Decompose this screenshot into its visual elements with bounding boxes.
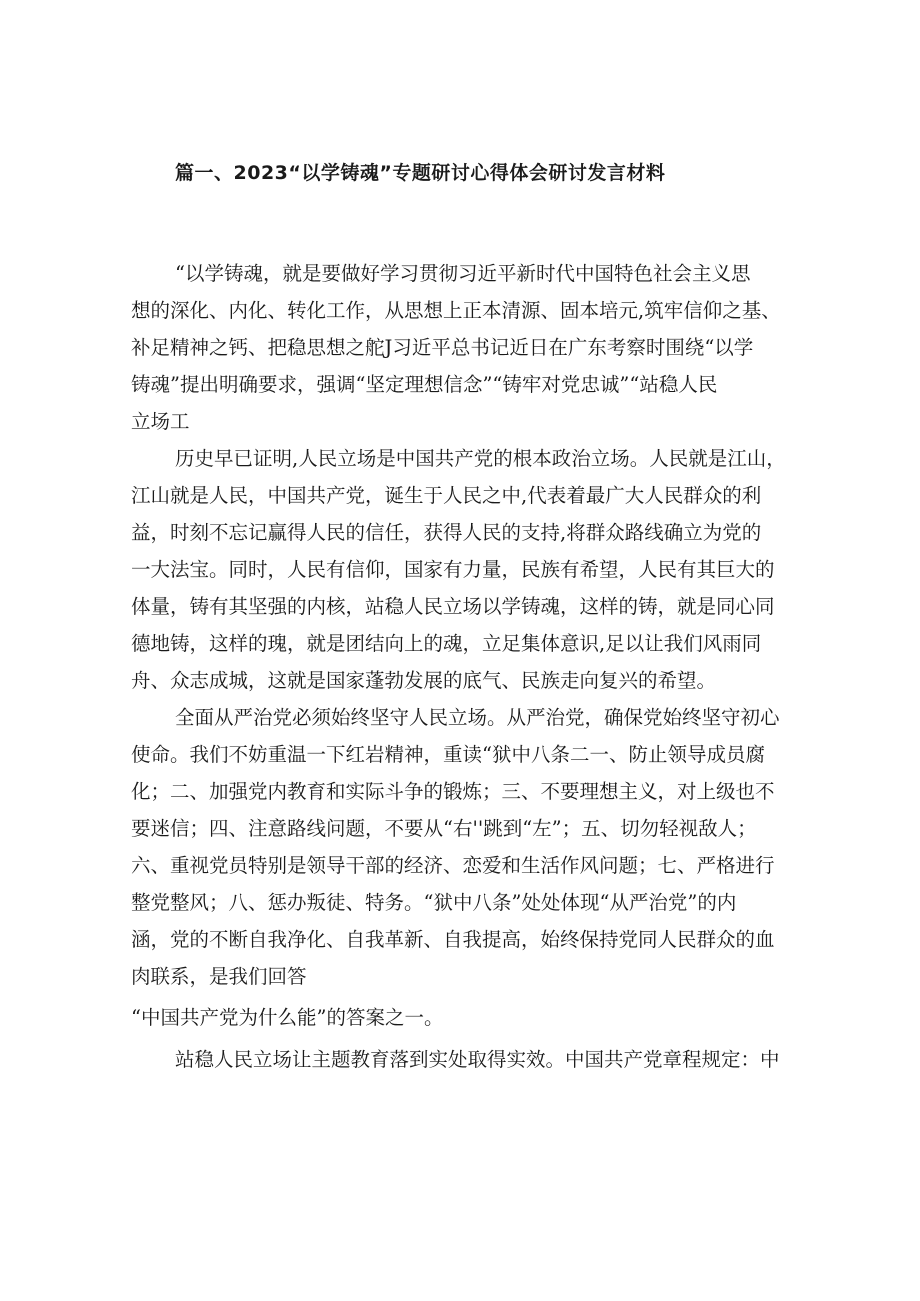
document-title: 篇一、2023“以学铸魂”专题研讨心得体会研讨发言材料: [175, 162, 666, 184]
paragraph-2-line-6: 德地铸，这样的瑰，就是团结向上的魂，立足集体意识,足以让我们风雨同: [131, 632, 762, 655]
paragraph-3-line-6: 整党整风；八、惩办叛徒、特务。“狱中八条”处处体现“从严治党”的内: [131, 891, 737, 914]
paragraph-3-line-8: 肉联系，是我们回答: [131, 965, 307, 988]
paragraph-4-line-1: “中国共产党为什么能”的答案之一。: [131, 1006, 444, 1029]
paragraph-2-line-5: 体量，铸有其坚强的内核，站稳人民立场以学铸魂，这样的铸，就是同心同: [131, 595, 775, 618]
paragraph-2-line-3: 益，时刻不忘记赢得人民的信任，获得人民的支持,将群众路线确立为党的: [131, 521, 762, 544]
paragraph-3-line-5: 六、重视党员特别是领导干部的经济、恋爱和生活作风问题；七、严格进行: [131, 854, 775, 877]
paragraph-1-line-1: “以学铸魂，就是要做好学习贯彻习近平新时代中国特色社会主义思: [175, 262, 751, 285]
paragraph-2-line-7: 舟、众志成城，这就是国家蓬勃发展的底气、民族走向复兴的希望。: [131, 669, 717, 692]
paragraph-3-line-1: 全面从严治党必须始终坚守人民立场。从严治党，确保党始终坚守初心: [175, 706, 780, 729]
paragraph-3-line-2: 使命。我们不妨重温一下红岩精神，重读“狱中八条二一、防止领导成员腐: [131, 743, 765, 766]
paragraph-1-line-3: 补足精神之钙、把稳思想之舵J习近平总书记近日在广东考察时围绕“以学: [131, 336, 754, 359]
paragraph-3-line-4: 要迷信；四、注意路线问题，不要从“右''跳到“左”；五、切勿轻视敌人；: [131, 817, 757, 840]
paragraph-2-line-4: 一大法宝。同时，人民有信仰，国家有力量，民族有希望，人民有其巨大的: [131, 558, 775, 581]
paragraph-1-line-4: 铸魂”提出明确要求，强调“坚定理想信念”“铸牢对党忠诚”“站稳人民: [131, 373, 718, 396]
paragraph-3-line-7: 涵，党的不断自我净化、自我革新、自我提高，始终保持党同人民群众的血: [131, 928, 775, 951]
paragraph-2-line-1: 历史早已证明,人民立场是中国共产党的根本政治立场。人民就是江山，: [175, 447, 786, 470]
paragraph-1-line-2: 想的深化、内化、转化工作，从思想上正本清源、固本培元,筑牢信仰之基、: [131, 299, 781, 322]
paragraph-1-line-5: 立场工: [131, 410, 190, 433]
paragraph-3-line-3: 化；二、加强党内教育和实际斗争的锻炼；三、不要理想主义，对上级也不: [131, 780, 775, 803]
paragraph-2-line-2: 江山就是人民，中国共产党，诞生于人民之中,代表着最广大人民群众的利: [131, 484, 762, 507]
paragraph-5-line-1: 站稳人民立场让主题教育落到实处取得实效。中国共产党章程规定：中: [175, 1048, 780, 1071]
